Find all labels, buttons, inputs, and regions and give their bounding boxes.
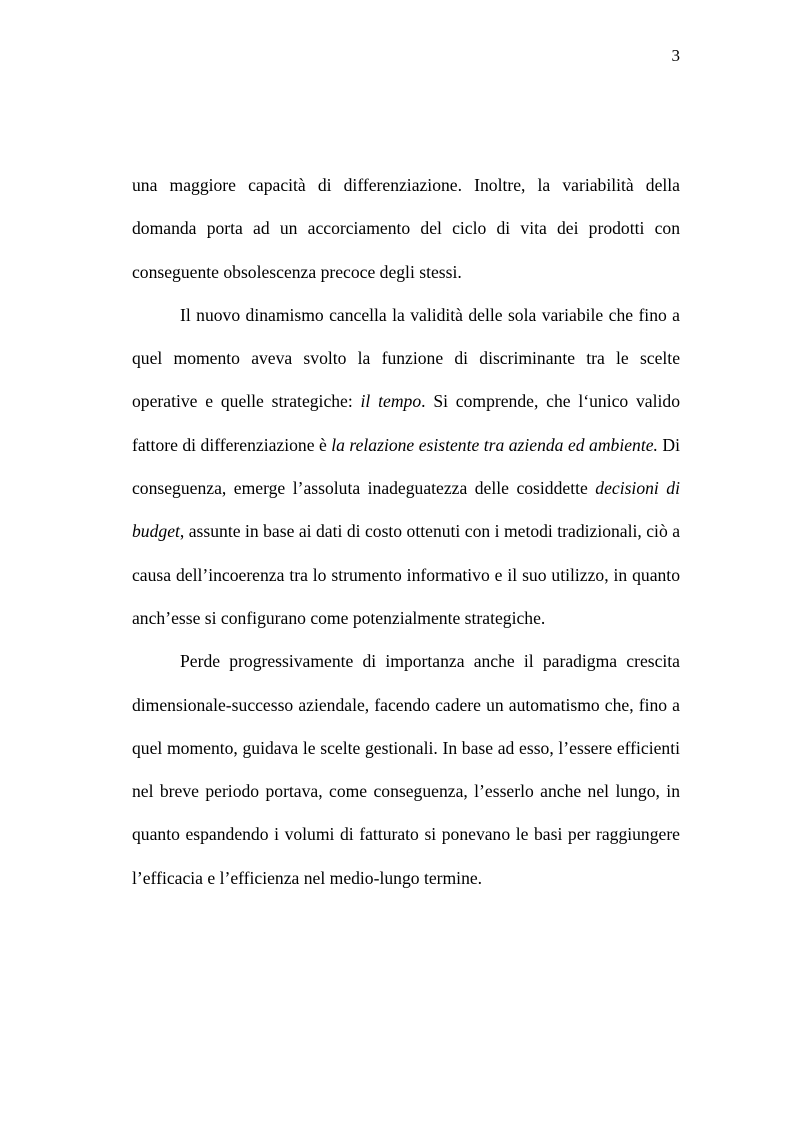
italic-span: il tempo [360, 391, 422, 412]
page-number: 3 [671, 46, 680, 65]
text-span: una maggiore capacità di differenziazione. Inoltre, la variabilità della domanda porta ad un accorciamento del ciclo di vita dei prodotti con conseguente obsolescenza precoce degli stessi. [132, 175, 680, 282]
text-span: . Si comprende, che l‘unico valido fattore di differenziazione è [132, 391, 680, 455]
text-span: Perde progressivamente di importanza anche il paradigma crescita dimensionale-successo aziendale, facendo cadere un automatismo che, fino a quel momento, guidava le scelte gestionali. In base ad esso, l’essere efficienti nel breve periodo portava, come conseguenza, l’esserlo anche nel lungo, in quanto espandendo i volumi di fatturato si ponevano le basi per raggiungere l’efficacia e l’efficienza nel medio-lungo termine. [132, 651, 680, 888]
text-span: Di conseguenza, emerge l’assoluta inadeguatezza delle cosiddette [132, 434, 680, 499]
paragraph-2 [132, 294, 680, 640]
italic-span: decisioni di budget [132, 478, 680, 542]
text-span: Il nuovo dinamismo cancella la validità delle sola variabile che fino a quel momento aveva svolto la funzione di discriminante tra le scelte operative e quelle strategiche: [132, 304, 680, 412]
text-span: , assunte in base ai dati di costo ottenuti con i metodi tradizionali, ciò a causa dell’incoerenza tra lo strumento informativo e il suo utilizzo, in quanto anch’esse si configurano come potenzialmente strategiche. [132, 521, 680, 628]
paragraph-1 [132, 164, 680, 294]
document-body [132, 164, 680, 900]
italic-span: la relazione esistente tra azienda ed ambiente. [331, 434, 658, 455]
paragraph-3 [132, 640, 680, 900]
